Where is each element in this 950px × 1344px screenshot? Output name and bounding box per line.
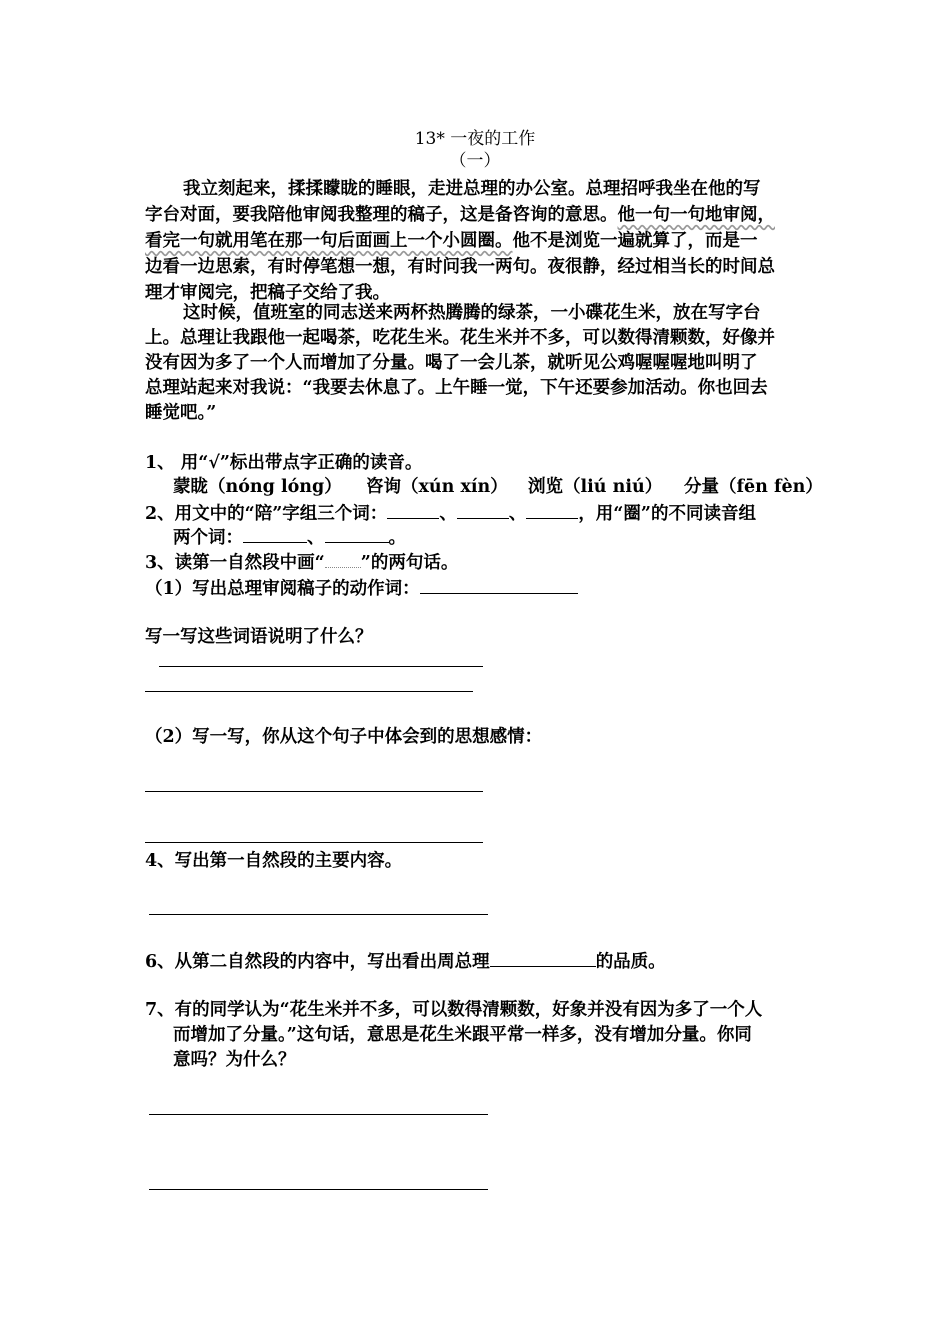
q2-text: 。 bbox=[388, 528, 406, 548]
page-title: 13* 一夜的工作 bbox=[414, 129, 536, 149]
answer-blank[interactable] bbox=[490, 948, 596, 967]
q2-text: ，用“圈”的不同读音组 bbox=[578, 504, 756, 524]
q2-text: 两个词： bbox=[173, 528, 243, 548]
question-3-ask: 写一写这些词语说明了什么？ bbox=[145, 627, 373, 647]
answer-blank[interactable] bbox=[325, 524, 389, 543]
passage-p1-text: 边看一边思索，有时停笔想一想，有时问我一两句。 bbox=[145, 257, 548, 277]
q1-option-zixun: 咨询（xún xín） bbox=[366, 477, 508, 497]
q2-separator: 、 bbox=[508, 504, 527, 524]
answer-line[interactable] bbox=[149, 914, 488, 915]
q3-text: ”的两句话。 bbox=[360, 553, 459, 573]
question-1: 1、 用“√”标出带点字正确的读音。 bbox=[145, 453, 423, 473]
question-7-cont: 而增加了分量。”这句话，意思是花生米跟平常一样多，没有增加分量。你同 bbox=[173, 1025, 752, 1045]
wavy-underline-sample bbox=[325, 549, 361, 568]
passage-p1-text: 他不是浏览一遍就算了，而是一 bbox=[512, 231, 758, 251]
passage-p2-line-2: 上。总理让我跟他一起喝茶，吃花生米。花生米并不多，可以数得清颗数，好像并 bbox=[145, 328, 775, 348]
q1-option-fenliang: 分量（fēn fèn） bbox=[684, 477, 823, 497]
answer-blank[interactable] bbox=[526, 500, 578, 519]
passage-p2-line-3: 没有因为多了一个人而增加了分量。喝了一会儿茶，就听见公鸡喔喔喔地叫明了 bbox=[145, 353, 758, 373]
answer-line[interactable] bbox=[145, 791, 483, 792]
passage-p2-line-1: 这时候，值班室的同志送来两杯热腾腾的绿茶，一小碟花生米，放在写字台 bbox=[183, 303, 761, 323]
passage-p1-line-3 bbox=[145, 229, 758, 253]
question-6 bbox=[145, 948, 666, 974]
q3-sub1-text: （1）写出总理审阅稿子的动作词： bbox=[145, 579, 420, 599]
answer-line[interactable] bbox=[145, 842, 483, 843]
q2-separator: 、 bbox=[439, 504, 457, 524]
passage-p1-line-5: 理才审阅完，把稿子交给了我。 bbox=[145, 283, 390, 303]
question-3-2: （2）写一写，你从这个句子中体会到的思想感情： bbox=[145, 727, 543, 747]
question-7-cont: 意吗？为什么？ bbox=[173, 1050, 296, 1070]
passage-p1-underlined: 他一句一句地审阅， bbox=[617, 205, 775, 225]
q1-option-liulan: 浏览（liú niú） bbox=[528, 477, 663, 497]
q6-text: 的品质。 bbox=[595, 952, 666, 972]
question-4: 4、写出第一自然段的主要内容。 bbox=[145, 851, 403, 871]
answer-blank[interactable] bbox=[420, 575, 578, 594]
passage-p1-text: 字台对面，要我陪他审阅我整理的稿子，这是备咨询的意思。 bbox=[145, 205, 618, 225]
answer-blank[interactable] bbox=[457, 500, 509, 519]
passage-p1-line-1: 我立刻起来，揉揉矇眬的睡眼，走进总理的办公室。总理招呼我坐在他的写 bbox=[183, 179, 761, 199]
passage-p2-line-4: 总理站起来对我说：“我要去休息了。上午睡一觉，下午还要参加活动。你也回去 bbox=[145, 378, 768, 398]
passage-p1-line-2 bbox=[145, 203, 775, 227]
answer-blank[interactable] bbox=[387, 500, 439, 519]
q3-text: 3、读第一自然段中画“ bbox=[145, 553, 325, 573]
question-3-1 bbox=[145, 575, 578, 601]
q2-separator: 、 bbox=[307, 528, 325, 548]
page-subtitle: （一） bbox=[449, 151, 501, 171]
q2-text: 2、用文中的“陪”字组三个词： bbox=[145, 504, 388, 524]
passage-p1-text: 夜很静，经过相当长的时间总 bbox=[547, 257, 775, 277]
passage-p1-line-4 bbox=[145, 255, 775, 279]
q6-text: 6、从第二自然段的内容中，写出看出周总理 bbox=[145, 952, 490, 972]
passage-p1-underlined: 看完一句就用笔在那一句后面画上一个小圆圈。 bbox=[145, 231, 513, 251]
question-7: 7、有的同学认为“花生米并不多，可以数得清颗数，好象并没有因为多了一个人 bbox=[145, 1000, 763, 1020]
answer-line[interactable] bbox=[149, 1114, 488, 1115]
q1-option-menglong: 蒙眬（nóng lóng） bbox=[173, 477, 342, 497]
answer-line[interactable] bbox=[159, 666, 483, 667]
answer-line[interactable] bbox=[149, 1189, 488, 1190]
answer-line[interactable] bbox=[145, 691, 473, 692]
question-2-cont bbox=[173, 524, 406, 550]
question-2 bbox=[145, 500, 756, 526]
question-3 bbox=[145, 549, 458, 575]
answer-blank[interactable] bbox=[243, 524, 307, 543]
passage-p2-line-5: 睡觉吧。” bbox=[145, 403, 217, 423]
